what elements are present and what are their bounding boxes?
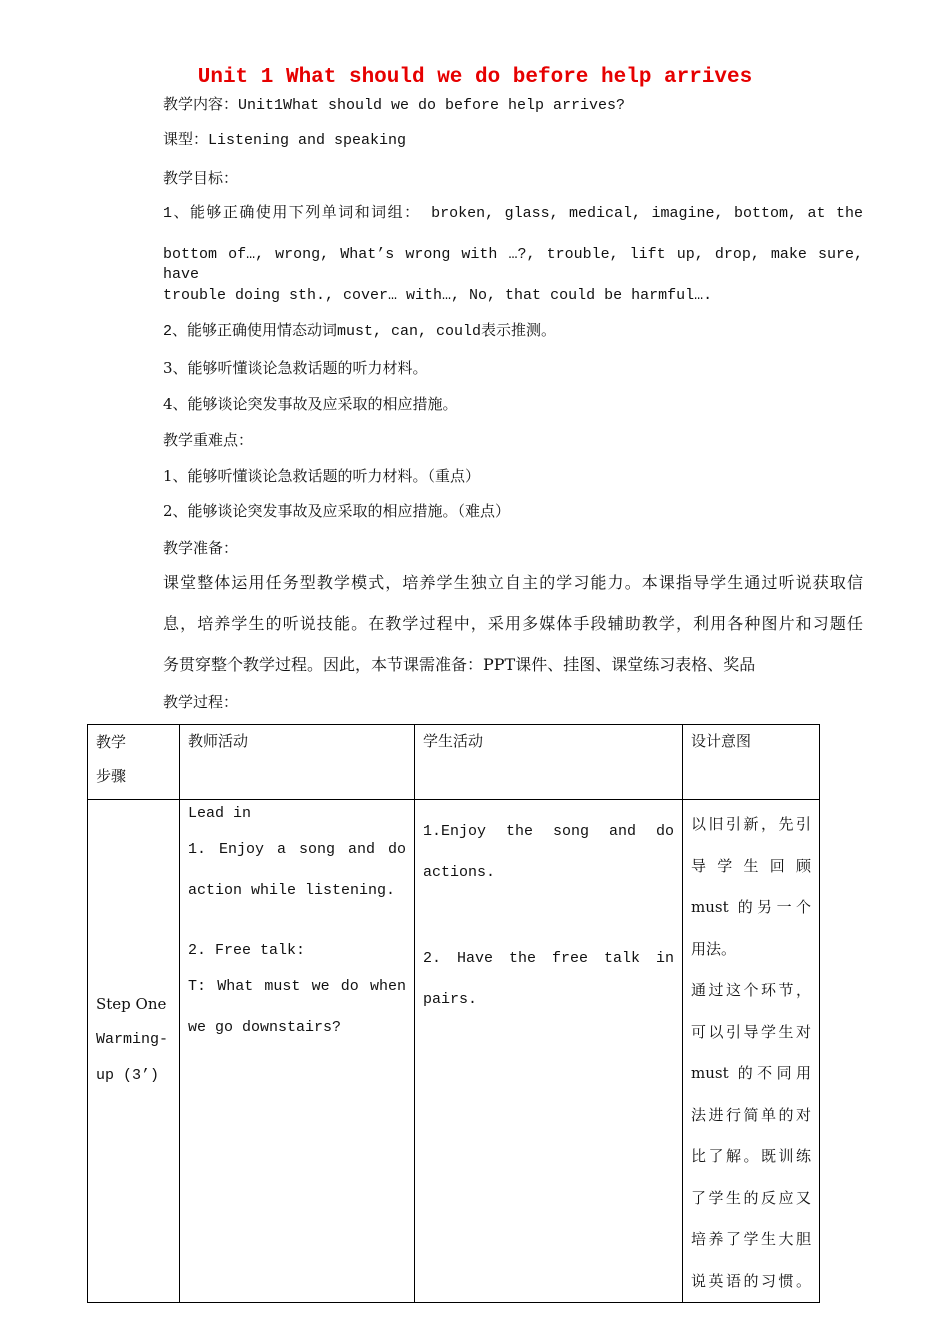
teacher-item-2-line-2: we go downstairs? [188, 1019, 342, 1036]
preparation-line-1: 课堂整体运用任务型教学模式，培养学生独立自主的学习能力。本课指导学生通过听说获取信 [163, 573, 863, 592]
table-header-row [88, 725, 820, 800]
difficulty-1: 1、能够听懂谈论急救话题的听力材料。（重点） [163, 467, 481, 485]
design-line: 法进行简单的对 [691, 1105, 811, 1124]
teacher-item-1-line-1: 1. Enjoy a song and do [188, 841, 406, 858]
lesson-process-table [87, 724, 820, 1303]
teacher-activity-cell [180, 800, 415, 1303]
preparation-paragraph [163, 573, 863, 696]
design-line: 说英语的习惯。 [691, 1271, 811, 1290]
header-student-label: 学生活动 [423, 732, 484, 750]
objective-2: 2、能够正确使用情态动词must, can, could表示推测。 [163, 323, 557, 340]
content-line: 教学内容：Unit1What should we do before help arrives? [163, 97, 626, 114]
design-line: 通过这个环节， [691, 981, 811, 999]
step-duration: up (3’) [96, 1067, 160, 1084]
lead-in: Lead in [188, 805, 252, 822]
design-line: 培养了学生大胆 [691, 1230, 811, 1248]
step-cell [88, 800, 180, 1303]
step-name: Step One [96, 995, 167, 1013]
design-line: 用法。 [691, 939, 737, 958]
design-line: must 的不同用 [691, 1064, 811, 1082]
header-step [88, 725, 180, 800]
objective-1-line-1: 1、能够正确使用下列单词和词组： broken, glass, medical, imagine, bottom, at the [163, 205, 863, 222]
header-step-line-2: 步骤 [96, 767, 127, 785]
lesson-type-line: 课型：Listening and speaking [163, 132, 407, 149]
student-item-1-line-1: 1.Enjoy the song and do [423, 823, 674, 840]
student-item-2-line-1: 2. Have the free talk in [423, 950, 674, 967]
design-line: 可以引导学生对 [691, 1022, 811, 1041]
table-row [88, 800, 820, 1303]
header-design [683, 725, 820, 800]
header-step-line-1: 教学 [96, 733, 127, 751]
document-title: Unit 1 What should we do before help arrives [197, 66, 753, 89]
teacher-item-1-line-2: action while listening. [188, 882, 396, 899]
preparation-line-2: 息，培养学生的听说技能。在教学过程中，采用多媒体手段辅助教学，利用各种图片和习题任 [163, 614, 863, 633]
header-teacher-label: 教师活动 [188, 732, 249, 750]
difficulty-2: 2、能够谈论突发事故及应采取的相应措施。（难点） [163, 502, 511, 520]
design-line: 导学生回顾 [691, 856, 811, 875]
header-teacher [180, 725, 415, 800]
header-design-label: 设计意图 [691, 732, 752, 750]
objective-3: 3、能够听懂谈论急救话题的听力材料。 [163, 359, 428, 377]
header-student [415, 725, 683, 800]
student-item-1-line-2: actions. [423, 864, 496, 881]
process-heading: 教学过程： [163, 693, 239, 711]
objectives-heading: 教学目标： [163, 169, 239, 187]
step-phase: Warming- [96, 1031, 169, 1048]
difficulties-heading: 教学重难点： [163, 431, 254, 449]
teacher-item-2-title: 2. Free talk: [188, 942, 306, 959]
preparation-line-3: 务贯穿整个教学过程。因此，本节课需准备：PPT课件、挂图、课堂练习表格、奖品 [163, 655, 756, 674]
teacher-item-2-line-1: T: What must we do when [188, 978, 406, 995]
design-line: 以旧引新，先引 [691, 815, 811, 833]
design-line: must 的另一个 [691, 898, 811, 916]
objective-4: 4、能够谈论突发事故及应采取的相应措施。 [163, 395, 458, 413]
preparation-heading: 教学准备： [163, 539, 239, 557]
design-line: 比了解。既训练 [691, 1147, 811, 1165]
student-item-2-line-2: pairs. [423, 991, 478, 1008]
design-line: 了学生的反应又 [691, 1188, 811, 1207]
design-intent-cell [683, 800, 820, 1303]
objective-1-line-3: trouble doing sth., cover… with…, No, that could be harmful…. [163, 287, 713, 304]
student-activity-cell [415, 800, 683, 1303]
objective-1-line-2: bottom of…, wrong, What’s wrong with …?, trouble, lift up, drop, make sure, have [163, 246, 863, 283]
